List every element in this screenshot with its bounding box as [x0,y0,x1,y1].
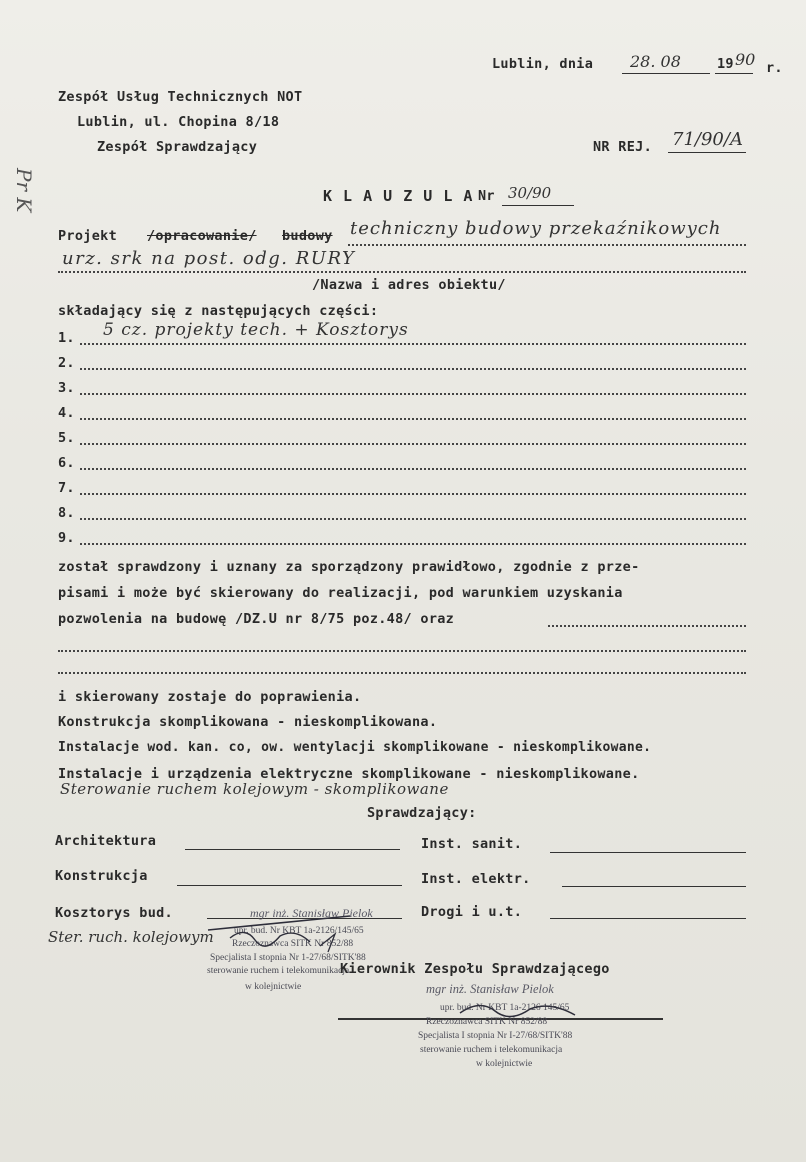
drogi-line [550,918,746,919]
signature-left [200,908,360,958]
stamp-right-l3: Specjalista I stopnia Nr I-27/68/SITK'88 [418,1031,573,1041]
part-text: 5 cz. projekty tech. + Kosztorys [103,320,409,340]
part-dots [80,418,746,420]
project-dots-2 [58,271,746,273]
part-dots [80,543,746,545]
label-kosztorys: Kosztorys bud. [55,905,173,921]
stamp-left-l1: upr. bud. Nr KBT 1a-2126/145/65 [234,926,364,936]
label-srk-hw: Ster. ruch. kolejowym [48,928,214,946]
clause-title: K L A U Z U L A [323,187,474,205]
stamp-right-l4: sterowanie ruchem i telekomunikacja [420,1045,563,1055]
project-line-1: techniczny budowy przekaźnikowych [350,218,722,239]
body-line-3: pozwolenia na budowę /DZ.U nr 8/75 poz.48/ oraz [58,611,455,627]
part-dots [80,343,746,345]
date-year-prefix: 19 [717,56,734,72]
body-line-1: został sprawdzony i uznany za sporządzony prawidłowo, zgodnie z prze- [58,559,640,575]
label-drogi: Drogi i u.t. [421,904,523,920]
project-struck-2: budowy [282,228,333,244]
signature-right [455,995,595,1025]
date-prefix: Lublin, dnia [492,56,594,72]
part-num: 6. [58,455,75,471]
part-num: 4. [58,405,75,421]
part-dots [80,518,746,520]
date-underline [622,73,710,74]
project-dots-1 [348,244,746,246]
body-line-8: Sterowanie ruchem kolejowym - skomplikowane [60,780,449,798]
body-line-5: Konstrukcja skomplikowana - nieskomplikowana. [58,714,438,730]
label-architektura: Architektura [55,833,157,849]
part-num: 9. [58,530,75,546]
stamp-right-l5: w kolejnictwie [476,1059,533,1069]
part-dots [80,493,746,495]
reg-underline [668,152,746,153]
org-line-2: Lublin, ul. Chopina 8/18 [77,114,280,130]
part-num: 2. [58,355,75,371]
address-caption: /Nazwa i adres obiektu/ [312,277,506,293]
manager-title: Kierownik Zespołu Sprawdzającego [340,961,610,977]
stamp-left-l4: sterowanie ruchem i telekomunikacja [207,966,350,976]
part-dots [80,368,746,370]
project-line-2: urz. srk na post. odg. RURY [62,248,356,269]
architektura-line [185,849,400,850]
part-num: 1. [58,330,75,346]
part-num: 3. [58,380,75,396]
label-inst-elektr: Inst. elektr. [421,871,531,887]
body-line-4: i skierowany zostaje do poprawienia. [58,689,362,705]
body-dots-3 [58,672,746,674]
part-num: 7. [58,480,75,496]
inst-sanit-line [550,852,746,853]
reg-label: NR REJ. [593,139,652,155]
clause-nr-underline [502,205,574,206]
body-line-7: Instalacje i urządzenia elektryczne skomplikowane - nieskomplikowane. [58,766,640,782]
body-dots-1 [548,625,746,627]
date-suffix: r. [766,60,783,76]
org-line-1: Zespół Usług Technicznych NOT [58,89,303,105]
parts-intro: składający się z następujących części: [58,303,379,319]
label-inst-sanit: Inst. sanit. [421,836,523,852]
org-line-3: Zespół Sprawdzający [97,139,258,155]
stamp-right-l1: upr. bud. Nr KBT 1a-2126 145/65 [440,1003,570,1013]
date-day-month: 28. 08 [630,52,681,71]
clause-nr-value: 30/90 [508,184,552,202]
body-dots-2 [58,650,746,652]
label-konstrukcja: Konstrukcja [55,868,148,884]
clause-nr-label: Nr [478,188,495,204]
project-label: Projekt [58,228,117,244]
body-line-6: Instalacje wod. kan. co, ow. wentylacji skomplikowane - nieskomplikowane. [58,740,652,755]
part-num: 8. [58,505,75,521]
project-struck-1: /opracowanie/ [147,228,257,244]
reg-value: 71/90/A [672,129,743,150]
stamp-right-name: mgr inż. Stanisław Pielok [426,982,554,996]
margin-note: Pr K [12,168,36,213]
part-dots [80,443,746,445]
date-year-hw: 90 [735,50,756,69]
stamp-left-l3: Specjalista I stopnia Nr 1-27/68/SITK'88 [210,953,366,963]
body-line-2: pisami i może być skierowany do realizacji, pod warunkiem uzyskania [58,585,623,601]
year-underline [715,73,753,74]
stamp-left-name: mgr inż. Stanisław Pielok [250,906,373,920]
reviewers-heading: Sprawdzający: [367,805,477,821]
stamp-left-l5: w kolejnictwie [245,982,302,992]
stamp-right-l2: Rzeczoznawca SITK Nr 852/88 [426,1017,548,1027]
part-num: 5. [58,430,75,446]
part-dots [80,468,746,470]
inst-elektr-line [562,886,746,887]
konstrukcja-line [177,885,402,886]
stamp-left-l2: Rzeczoznawca SITK Nr 852/88 [232,939,354,949]
part-dots [80,393,746,395]
